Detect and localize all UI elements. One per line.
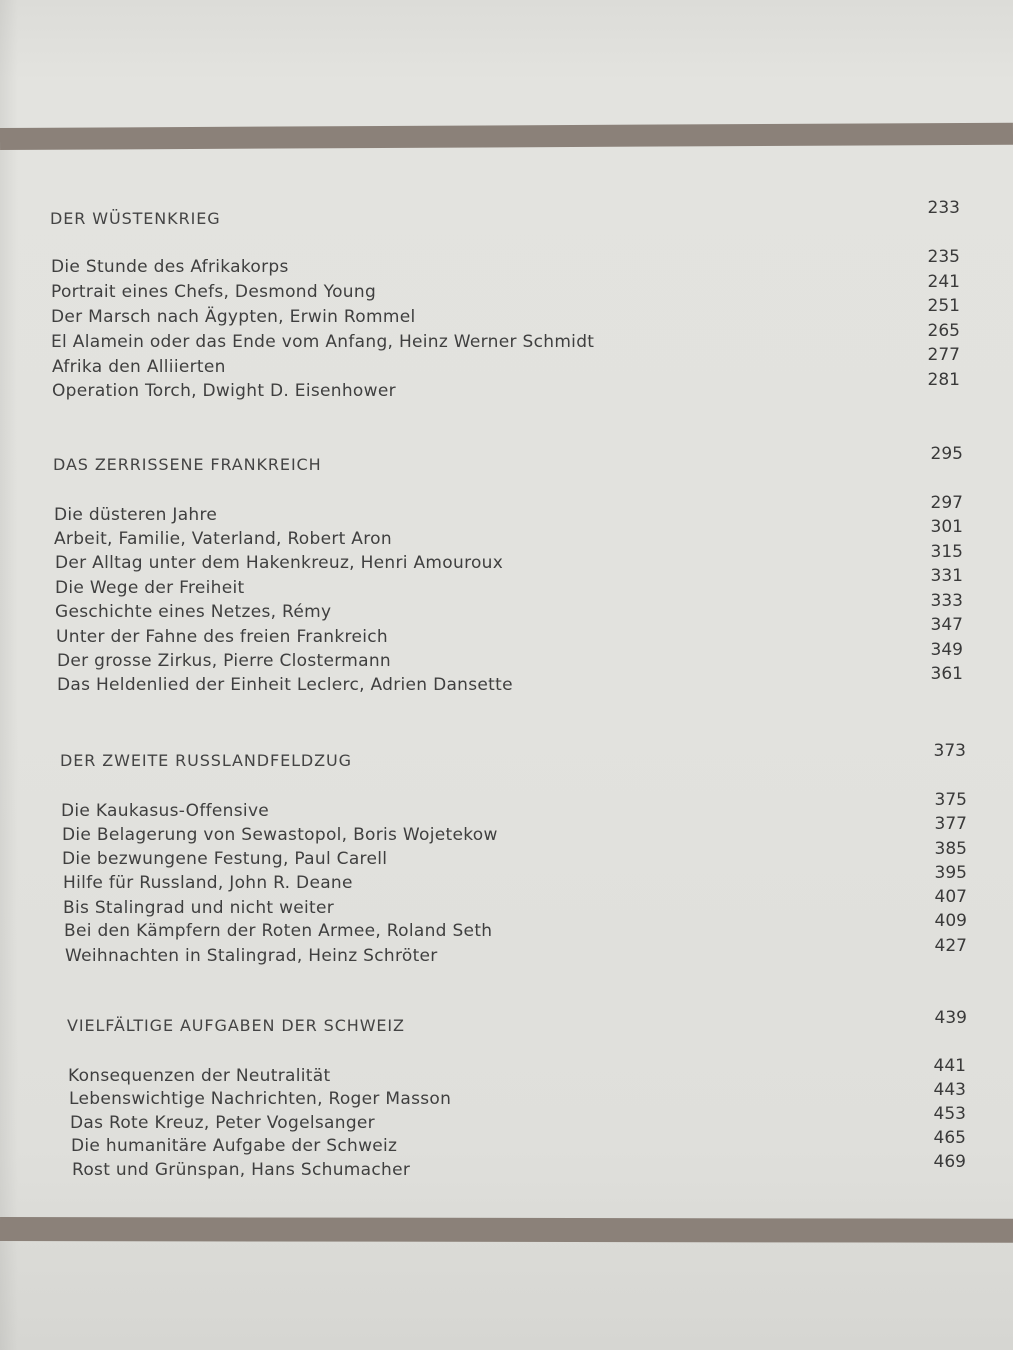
toc-entry-page: 265 (927, 321, 960, 341)
toc-entry-page: 349 (930, 640, 963, 660)
toc-entry-page: 281 (927, 370, 960, 390)
toc-entry-title: Lebenswichtige Nachrichten, Roger Masson (69, 1089, 452, 1109)
toc-entry-page: 331 (930, 566, 963, 586)
toc-entry-page: 409 (934, 911, 967, 931)
section-heading: DER ZWEITE RUSSLANDFELDZUG (60, 751, 352, 770)
toc-entry-title: Die Wege der Freiheit (55, 578, 245, 598)
toc-entry-title: Unter der Fahne des freien Frankreich (56, 627, 388, 647)
toc-entry-page: 395 (934, 863, 967, 883)
toc-entry-title: Arbeit, Familie, Vaterland, Robert Aron (54, 529, 392, 549)
toc-entry-title: Die bezwungene Festung, Paul Carell (62, 849, 388, 869)
toc-entry-title: Konsequenzen der Neutralität (68, 1066, 331, 1086)
toc-entry-title: Die humanitäre Aufgabe der Schweiz (71, 1136, 398, 1156)
toc-entry-page: 241 (927, 272, 960, 292)
toc-entry-title: Geschichte eines Netzes, Rémy (55, 602, 332, 622)
toc-entry-page: 361 (930, 664, 963, 684)
toc-entry-title: Weihnachten in Stalingrad, Heinz Schröter (65, 946, 438, 966)
section-heading: DAS ZERRISSENE FRANKREICH (53, 455, 322, 474)
toc-entry-title: Das Heldenlied der Einheit Leclerc, Adrien Dansette (57, 675, 513, 695)
toc-entry-title: Die Kaukasus-Offensive (61, 801, 270, 821)
toc-entry-page: 427 (934, 936, 967, 956)
toc-entry-page: 469 (933, 1152, 966, 1172)
toc-entry-title: Die Belagerung von Sewastopol, Boris Wojetekow (62, 825, 498, 845)
toc-entry-title: Bis Stalingrad und nicht weiter (63, 898, 335, 918)
toc-entry-page: 301 (930, 517, 963, 537)
toc-entry-page: 277 (927, 345, 960, 365)
toc-entry-title: Afrika den Alliierten (52, 357, 226, 377)
section-heading: VIELFÄLTIGE AUFGABEN DER SCHWEIZ (67, 1016, 405, 1035)
toc-entry-page: 385 (934, 839, 967, 859)
toc-entry-page: 333 (930, 591, 963, 611)
toc-entry-page: 315 (930, 542, 963, 562)
toc-entry-title: Der grosse Zirkus, Pierre Clostermann (57, 651, 391, 671)
section-heading: DER WÜSTENKRIEG (50, 209, 221, 228)
toc-entry-title: Rost und Grünspan, Hans Schumacher (72, 1160, 411, 1180)
toc-entry-page: 251 (927, 296, 960, 316)
toc-entry-title: Das Rote Kreuz, Peter Vogelsanger (70, 1113, 375, 1133)
toc-entry-title: Portrait eines Chefs, Desmond Young (51, 282, 377, 302)
toc-entry-page: 297 (930, 493, 963, 513)
toc-entry-page: 441 (933, 1056, 966, 1076)
toc-entry-title: Bei den Kämpfern der Roten Armee, Roland Seth (64, 921, 493, 941)
toc-entry-title: Der Marsch nach Ägypten, Erwin Rommel (51, 307, 416, 327)
section-page-number: 373 (933, 741, 966, 761)
toc-entry-page: 465 (933, 1128, 966, 1148)
toc-entry-page: 443 (933, 1080, 966, 1100)
section-page-number: 233 (927, 198, 960, 218)
toc-entry-page: 453 (933, 1104, 966, 1124)
toc-entry-title: Die düsteren Jahre (54, 505, 218, 525)
section-page-number: 439 (934, 1008, 967, 1028)
toc-entry-page: 375 (934, 790, 967, 810)
toc-entry-title: Operation Torch, Dwight D. Eisenhower (52, 381, 396, 401)
toc-entry-title: Der Alltag unter dem Hakenkreuz, Henri Amouroux (55, 553, 504, 573)
toc-entry-title: El Alamein oder das Ende vom Anfang, Heinz Werner Schmidt (51, 332, 595, 352)
toc-entry-page: 347 (930, 615, 963, 635)
toc-entry-title: Hilfe für Russland, John R. Deane (63, 873, 353, 893)
toc-entry-page: 235 (927, 247, 960, 267)
toc-entry-page: 377 (934, 814, 967, 834)
section-page-number: 295 (930, 444, 963, 464)
toc-entry-title: Die Stunde des Afrikakorps (51, 257, 289, 277)
toc-entry-page: 407 (934, 887, 967, 907)
